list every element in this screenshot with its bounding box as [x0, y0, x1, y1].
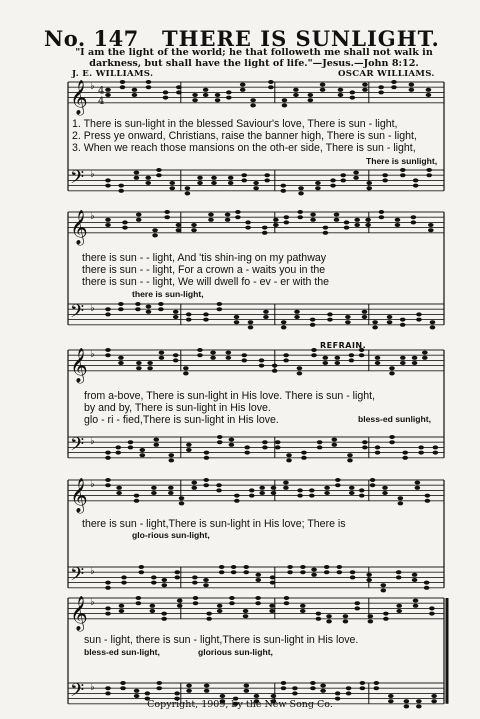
verse2-line: 2. Press ye onward, Christians, raise the banner high, There is sun - light, — [72, 130, 417, 142]
hymn-number: No. 147 — [44, 26, 139, 51]
composer-credit: OSCAR WILLIAMS. — [338, 69, 435, 79]
svg-text:4: 4 — [98, 85, 105, 97]
hymn-title: THERE IS SUNLIGHT. — [162, 26, 440, 51]
verse3-line: glo - ri - fied,There is sun-light in His love. — [84, 414, 279, 426]
verse2-line: there is sun - - light, For a crown a - waits you in the — [82, 264, 326, 276]
refrain-line: there is sun - light,There is sun-light in His love; There is — [82, 518, 346, 530]
svg-text:𝄢: 𝄢 — [70, 564, 85, 590]
svg-text:𝄢: 𝄢 — [70, 680, 85, 706]
refrain-label: REFRAIN. — [320, 341, 367, 350]
svg-text:𝄞: 𝄞 — [70, 79, 88, 115]
svg-text:♭: ♭ — [90, 435, 95, 447]
echo-lyric: there is sun-light, — [132, 289, 204, 299]
svg-text:♭: ♭ — [90, 168, 95, 180]
verse1-line: from a-bove, There is sun-light in His love. There is sun - light, — [84, 390, 376, 402]
verse3-line: 3. When we reach those mansions on the oth-er side, There is sun - light, — [72, 142, 416, 154]
echo-lyric: glorious sun-light, — [198, 647, 273, 657]
svg-text:♭: ♭ — [90, 681, 95, 693]
svg-text:𝄢: 𝄢 — [70, 301, 85, 327]
svg-text:𝄞: 𝄞 — [70, 595, 88, 631]
copyright-notice: Copyright, 1909, by the New Song Co. — [147, 699, 333, 710]
svg-text:♭: ♭ — [90, 565, 95, 577]
verse1-line: there is sun - - light, And 'tis shin-ing on my pathway — [82, 252, 327, 264]
svg-text:♭: ♭ — [90, 596, 95, 608]
svg-text:♭: ♭ — [90, 348, 95, 360]
verse2-line: by and by, There is sun-light in His love. — [84, 402, 271, 414]
svg-text:𝄞: 𝄞 — [70, 477, 88, 513]
lyricist-credit: J. E. WILLIAMS. — [72, 69, 154, 79]
verse1-line: 1. There is sun-light in the blessed Saviour's love, There is sun - light, — [72, 118, 398, 130]
svg-text:♭: ♭ — [90, 478, 95, 490]
svg-text:♭: ♭ — [90, 302, 95, 314]
svg-text:♭: ♭ — [90, 80, 95, 92]
svg-text:𝄞: 𝄞 — [70, 347, 88, 383]
echo-lyric: bless-ed sun-light, — [84, 647, 160, 657]
svg-text:♭: ♭ — [90, 210, 95, 222]
echo-lyric: bless-ed sunlight, — [358, 414, 432, 424]
svg-text:𝄢: 𝄢 — [70, 434, 85, 460]
echo-lyric: There is sunlight, — [366, 156, 438, 166]
svg-text:𝄞: 𝄞 — [70, 209, 88, 245]
svg-text:𝄢: 𝄢 — [70, 167, 85, 193]
scripture-epigraph: "I am the light of the world; he that followeth me shall not walk in darkness, but shall have the light of life."—Jesus.—John 8:12. — [75, 47, 433, 69]
refrain-line: sun - light, there is sun - light,There is sun-light in His love. — [84, 634, 359, 646]
svg-text:4: 4 — [98, 95, 105, 107]
echo-lyric: glo-rious sun-light, — [132, 530, 210, 540]
verse3-line: there is sun - - light, We will dwell fo - ev - er with the — [82, 276, 330, 288]
